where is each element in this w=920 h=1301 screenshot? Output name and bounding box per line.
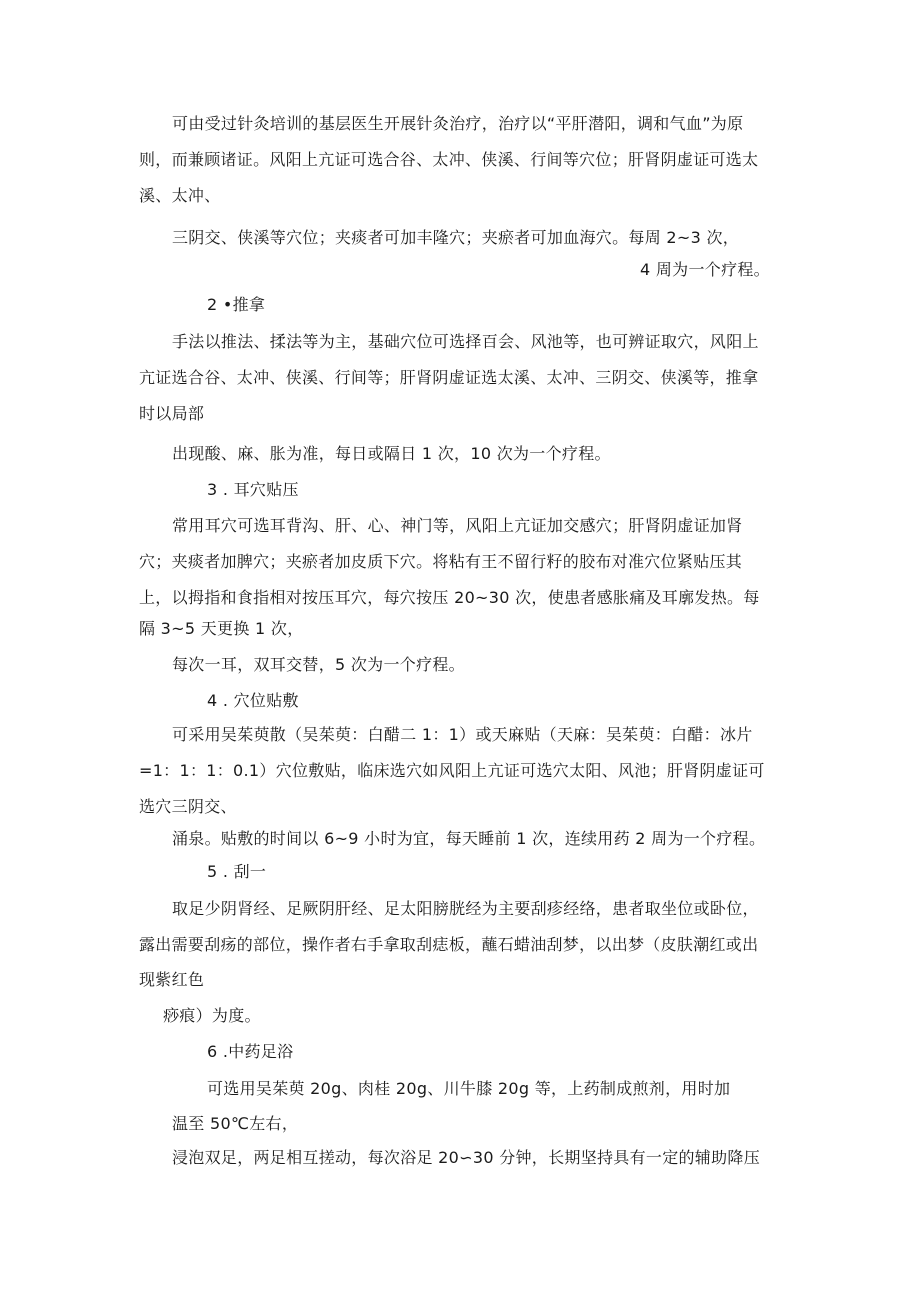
heading-herbal-foot-bath: 6 .中药足浴 — [207, 1042, 294, 1061]
paragraph-footbath-line-2: 温至 50℃左右， — [172, 1114, 299, 1133]
paragraph-application-line-1: 可采用吴茱萸散（吴茱萸：白醋二 1：1）或天麻贴（天麻：吴茱萸：白醋：冰片 — [172, 725, 753, 744]
paragraph-scraping-line-1: 取足少阴肾经、足厥阴肝经、足太阳膀胱经为主要刮疹经络，患者取坐位或卧位， — [172, 899, 759, 918]
paragraph-tuina-line-4: 出现酸、麻、胀为准，每日或隔日 1 次，10 次为一个疗程。 — [172, 444, 611, 463]
paragraph-ear-line-4: 隔 3~5 天更换 1 次， — [139, 619, 304, 638]
paragraph-acupuncture-line-2: 则，而兼顾诸证。风阳上亢证可选合谷、太冲、侠溪、行间等穴位；肝肾阴虚证可选太 — [139, 150, 759, 169]
paragraph-ear-line-5: 每次一耳，双耳交替，5 次为一个疗程。 — [172, 655, 465, 674]
paragraph-scraping-line-2: 露出需要刮疡的部位，操作者右手拿取刮痣板，蘸石蜡油刮梦，以出梦（皮肤潮红或出 — [139, 935, 759, 954]
paragraph-scraping-line-3: 现紫红色 — [139, 970, 205, 989]
paragraph-application-line-2: =1：1：1：0.1）穴位敷贴，临床选穴如风阳上亢证可选穴太阳、风池；肝肾阴虚证可 — [139, 761, 765, 780]
heading-tuina: 2 •推拿 — [207, 295, 266, 314]
paragraph-ear-line-2: 穴；夹痰者加脾穴；夹瘀者加皮质下穴。将粘有王不留行籽的胶布对准穴位紧贴压其 — [139, 552, 743, 571]
paragraph-acupuncture-line-3: 溪、太冲、 — [139, 186, 221, 205]
paragraph-acupuncture-line-4: 三阴交、侠溪等穴位；夹痰者可加丰隆穴；夹瘀者可加血海穴。每周 2~3 次， — [172, 228, 740, 247]
paragraph-tuina-line-3: 时以局部 — [139, 404, 205, 423]
heading-ear-acupressure: 3 . 耳穴贴压 — [207, 480, 299, 499]
heading-scraping: 5 . 刮一 — [207, 862, 267, 881]
paragraph-ear-line-3: 上，以拇指和食指相对按压耳穴，每穴按压 20~30 次，使患者感胀痛及耳廓发热。每 — [139, 588, 760, 607]
paragraph-scraping-line-4: 痧痕）为度。 — [163, 1006, 261, 1025]
paragraph-ear-line-1: 常用耳穴可选耳背沟、肝、心、神门等，风阳上亢证加交感穴；肝肾阴虚证加肾 — [172, 516, 743, 535]
heading-acupoint-application: 4 . 穴位贴敷 — [207, 691, 299, 710]
paragraph-application-line-3: 选穴三阴交、 — [139, 797, 237, 816]
paragraph-footbath-line-3: 浸泡双足，两足相互搓动，每次浴足 20∽30 分钟，长期坚持具有一定的辅助降压 — [172, 1148, 760, 1167]
paragraph-footbath-line-1: 可选用吴茱萸 20g、肉桂 20g、川牛膝 20g 等，上药制成煎剂，用时加 — [207, 1079, 731, 1098]
paragraph-acupuncture-line-1: 可由受过针灸培训的基层医生开展针灸治疗，治疗以“平肝潜阳，调和气血”为原 — [172, 114, 744, 133]
paragraph-acupuncture-line-5: 4 周为一个疗程。 — [640, 260, 770, 279]
paragraph-application-line-4: 涌泉。贴敷的时间以 6~9 小时为宜，每天睡前 1 次，连续用药 2 周为一个疗程。 — [172, 829, 766, 848]
paragraph-tuina-line-1: 手法以推法、揉法等为主，基础穴位可选择百会、风池等，也可辨证取穴，风阳上 — [172, 332, 759, 351]
paragraph-tuina-line-2: 亢证选合谷、太冲、侠溪、行间等；肝肾阴虚证选太溪、太冲、三阴交、侠溪等，推拿 — [139, 368, 759, 387]
